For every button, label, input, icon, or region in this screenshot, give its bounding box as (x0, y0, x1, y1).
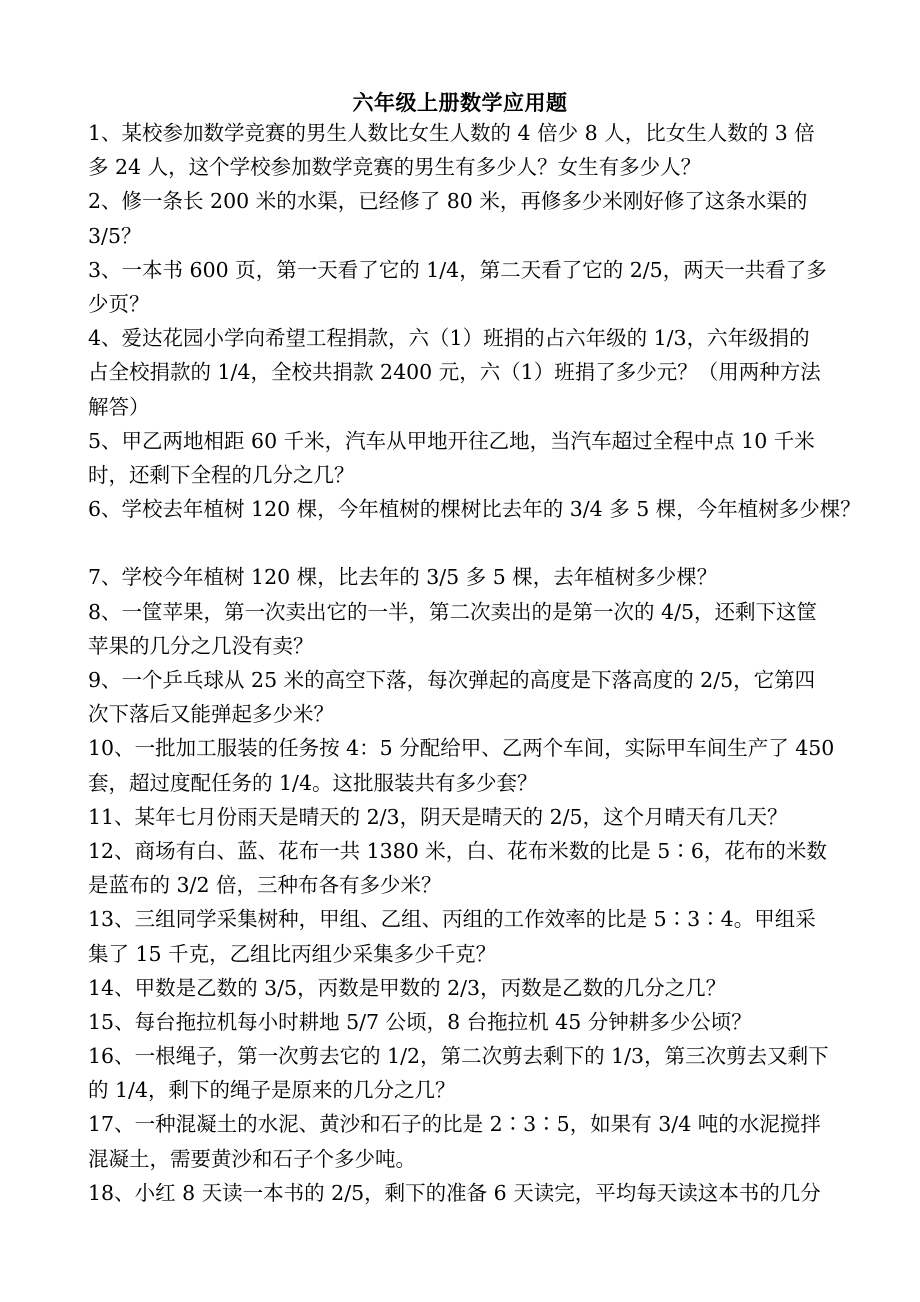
text-line: 是蓝布的 3/2 倍，三种布各有多少米？ (88, 873, 442, 898)
text-line: 套，超过度配任务的 1/4。这批服装共有多少套？ (88, 770, 538, 795)
text-line: 4、爱达花园小学向希望工程捐款，六（1）班捐的占六年级的 1/3，六年级捐的 (88, 326, 810, 351)
text-line: 混凝土，需要黄沙和石子个多少吨。 (88, 1146, 416, 1171)
text-line: 6、学校去年植树 120 棵，今年植树的棵树比去年的 3/4 多 5 棵，今年植树多少棵？ (88, 497, 861, 522)
text-line: 16、一根绳子，第一次剪去它的 1/2，第二次剪去剩下的 1/3，第三次剪去又剩下 (88, 1044, 829, 1069)
text-line: 1、某校参加数学竞赛的男生人数比女生人数的 4 倍少 8 人，比女生人数的 3 倍 (88, 121, 815, 145)
text-line: 14、甲数是乙数的 3/5，丙数是甲数的 2/3，丙数是乙数的几分之几？ (88, 975, 727, 1000)
text-line: 的 1/4，剩下的绳子是原来的几分之几？ (88, 1078, 456, 1103)
text-line: 9、一个乒乓球从 25 米的高空下落，每次弹起的高度是下落高度的 2/5，它第四 (88, 668, 816, 692)
text-line: 11、某年七月份雨天是晴天的 2/3，阴天是晴天的 2/5，这个月晴天有几天？ (88, 804, 788, 829)
text-line: 次下落后又能弹起多少米？ (88, 702, 334, 727)
text-line: 2、修一条长 200 米的水渠，已经修了 80 米，再修多少米刚好修了这条水渠的 (88, 189, 808, 214)
text-line: 解答） (88, 394, 150, 419)
text-line: 时，还剩下全程的几分之几？ (88, 462, 355, 487)
text-line: 8、一筐苹果，第一次卖出它的一半，第二次卖出的是第一次的 4/5，还剩下这筐 (88, 599, 818, 624)
text-line: 7、学校今年植树 120 棵，比去年的 3/5 多 5 棵，去年植树多少棵？ (88, 565, 718, 590)
problem-list (88, 116, 868, 1210)
text-line: 12、商场有白、蓝、花布一共 1380 米，白、花布米数的比是 5∶6，花布的米数 (88, 838, 827, 863)
text-line: 17、一种混凝土的水泥、黄沙和石子的比是 2∶3∶5，如果有 3/4 吨的水泥搅拌 (88, 1112, 821, 1137)
blank-line (88, 526, 868, 560)
text-line: 5、甲乙两地相距 60 千米，汽车从甲地开往乙地，当汽车超过全程中点 10 千米 (88, 428, 815, 453)
text-line: 18、小红 8 天读一本书的 2/5，剩下的准备 6 天读完，平均每天读这本书的几分 (88, 1180, 821, 1205)
text-line: 10、一批加工服装的任务按 4：5 分配给甲、乙两个车间，实际甲车间生产了 450 (88, 736, 835, 761)
text-line: 15、每台拖拉机每小时耕地 5/7 公顷，8 台拖拉机 45 分钟耕多少公顷？ (88, 1009, 752, 1034)
text-line: 3、一本书 600 页，第一天看了它的 1/4，第二天看了它的 2/5，两天一共看了多 (88, 257, 827, 282)
page-title: 六年级上册数学应用题 (352, 90, 568, 115)
text-line: 多 24 人，这个学校参加数学竞赛的男生有多少人？女生有多少人？ (88, 155, 702, 180)
text-line: 占全校捐款的 1/4，全校共捐款 2400 元，六（1）班捐了多少元？（用两种方法 (88, 360, 821, 385)
text-line: 13、三组同学采集树种，甲组、乙组、丙组的工作效率的比是 5∶3∶4。甲组采 (88, 907, 816, 932)
text-line: 少页？ (88, 291, 150, 316)
text-line: 苹果的几分之几没有卖？ (88, 633, 314, 658)
text-line: 集了 15 千克，乙组比丙组少采集多少千克？ (88, 941, 497, 966)
text-line: 3/5？ (88, 223, 142, 248)
